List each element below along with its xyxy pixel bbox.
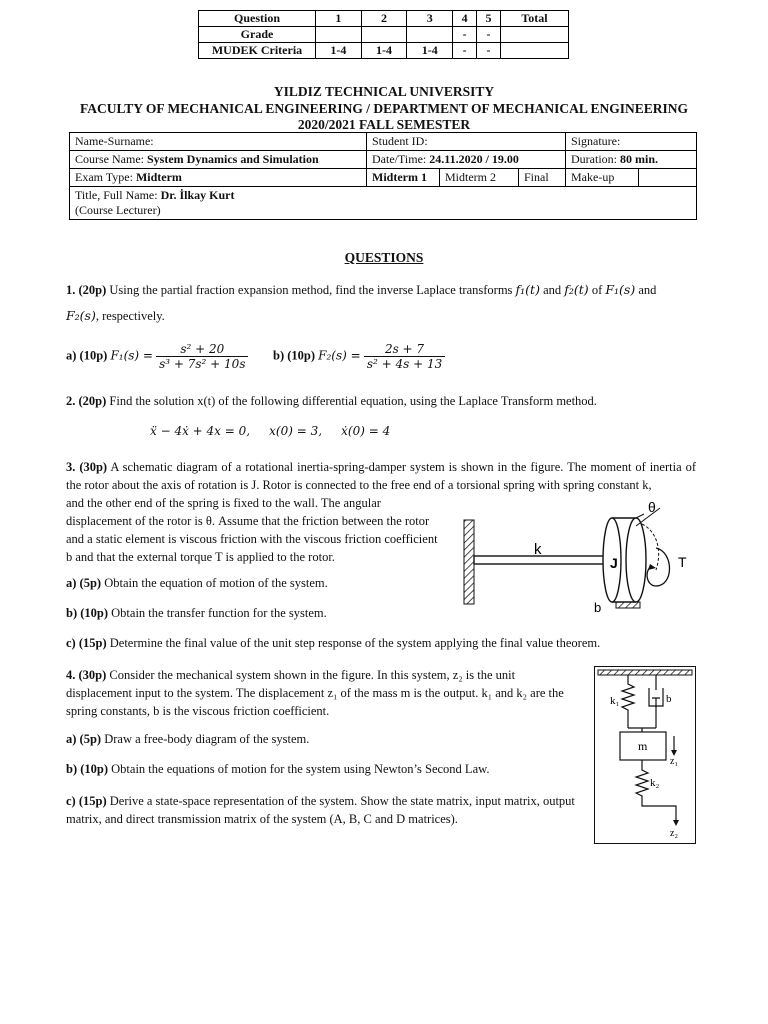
q1-F1s: F₁(s) — [605, 282, 636, 297]
rotor-face — [626, 518, 646, 602]
q1-and2: and — [638, 283, 657, 297]
q4-lead: 4. (30p) — [66, 668, 107, 682]
q4c-lead: c) (15p) — [66, 794, 107, 808]
q3a-lead: a) (5p) — [66, 576, 102, 590]
duration-label: Duration: — [571, 152, 617, 166]
label-z1: z₁ — [670, 756, 678, 767]
grade-table — [198, 10, 569, 59]
datetime-value: 24.11.2020 / 19.00 — [429, 152, 519, 166]
grade-cell — [500, 43, 568, 59]
grade-cell: 1-4 — [361, 43, 407, 59]
question-1 — [66, 281, 696, 325]
q1a-denominator: s³ + 7s² + 10s — [159, 357, 246, 371]
q1-of: of — [591, 283, 603, 297]
semester: 2020/2021 FALL SEMESTER — [297, 117, 471, 132]
q4-part-a — [66, 732, 309, 747]
student-id-label: Student ID: — [372, 134, 428, 148]
q3-part-b — [66, 606, 327, 621]
grade-cell — [500, 27, 568, 43]
label-J: J — [610, 555, 618, 571]
duration-value: 80 min. — [620, 152, 659, 166]
rotor-spring-damper-figure — [460, 490, 700, 620]
q1b-numerator: 2s + 7 — [364, 342, 445, 357]
q1-f1t: f₁(t) — [515, 282, 540, 297]
label-k: k — [534, 541, 542, 558]
q1a-lead: a) (10p) — [66, 348, 108, 363]
label-b: b — [666, 693, 672, 705]
grade-cell: 2 — [361, 11, 407, 27]
label-k1: k₁ — [610, 695, 620, 707]
q1b-denominator: s² + 4s + 13 — [366, 357, 443, 371]
q1b-lhs: F₂(s) = — [318, 348, 361, 363]
q4-part-b — [66, 762, 489, 777]
grade-cell: Total — [500, 11, 568, 27]
damper-base — [616, 602, 640, 608]
exam-info-table — [69, 132, 697, 220]
grade-cell: 1 — [316, 11, 362, 27]
lecturer-name: Dr. İlkay Kurt — [160, 188, 235, 202]
q1-lead: 1. (20p) — [66, 283, 107, 297]
grade-cell: - — [453, 43, 477, 59]
label-b: b — [594, 600, 602, 615]
label-m: m — [638, 739, 648, 753]
ceiling — [598, 670, 692, 675]
grade-cell: MUDEK Criteria — [199, 43, 316, 59]
question-3 — [66, 458, 696, 494]
grade-cell — [361, 27, 407, 43]
q1-f2t: f₂(t) — [564, 282, 589, 297]
q2-lead: 2. (20p) — [66, 394, 107, 408]
grade-cell: 1-4 — [316, 43, 362, 59]
q3-text2: and the other end of the spring is fixed to the wall. The angular displacement of the rotor is θ. Assume that the friction between the rotor and a static element is viscous friction with the viscous friction coefficient b and that the external torque T is applied to the rotor. — [66, 496, 438, 564]
q3c-text: Determine the final value of the unit step response of the system applying the final value theorem. — [109, 636, 601, 650]
torsional-shaft — [474, 556, 610, 564]
q1b-lead: b) (10p) — [273, 348, 316, 363]
exam-type-label: Exam Type: — [75, 170, 133, 184]
q1a-fraction — [156, 342, 248, 371]
datetime-label: Date/Time: — [372, 152, 427, 166]
q1-part-a — [66, 342, 248, 371]
q3-text1: A schematic diagram of a rotational inertia-spring-damper system is shown in the figure. The moment of inertia of the rotor about the axis of rotation is J. Rotor is connected to the free end of a torsional spring with spring constant k, — [66, 460, 696, 492]
course-label: Course Name: — [75, 152, 144, 166]
grade-cell — [407, 27, 453, 43]
torque-arrowhead — [648, 564, 656, 570]
q1b-fraction — [364, 342, 445, 371]
grade-cell — [316, 27, 362, 43]
q4b-lead: b) (10p) — [66, 762, 109, 776]
empty-cell — [639, 169, 697, 187]
q1a-lhs: F₁(s) = — [110, 348, 153, 363]
university-name: YILDIZ TECHNICAL UNIVERSITY — [273, 84, 495, 99]
q3b-lead: b) (10p) — [66, 606, 109, 620]
course-value: System Dynamics and Simulation — [146, 152, 319, 166]
name-surname-field[interactable] — [70, 133, 367, 151]
q2-text: Find the solution x(t) of the following differential equation, using the Laplace Transform method. — [109, 394, 597, 408]
grade-cell: 3 — [407, 11, 453, 27]
q3c-lead: c) (15p) — [66, 636, 107, 650]
option-midterm-2: Midterm 2 — [440, 169, 519, 187]
q3a-text: Obtain the equation of motion of the system. — [104, 576, 328, 590]
q4-part-c — [66, 792, 582, 828]
grade-cell: - — [477, 27, 501, 43]
q4c-text: Derive a state-space representation of the system. Show the state matrix, input matrix, output matrix, and direct transmission matrix of the system (A, B, C and D matrices). — [66, 794, 575, 826]
q2-equation: ẍ − 4ẋ + 4x = 0, x(0) = 3, ẋ(0) = 4 — [150, 424, 391, 438]
questions-title: QUESTIONS — [344, 250, 424, 265]
q4-text: Consider the mechanical system shown in the figure. In this system, z₂ is the unit displacement input to the system. The displacement z₁ of the mass m is the output. k₁ and k₂ are the spring constants, b is the viscous friction coefficient. — [66, 668, 564, 718]
q4b-text: Obtain the equations of motion for the system using Newton’s Second Law. — [111, 762, 490, 776]
lecturer-label: Title, Full Name: — [75, 188, 158, 202]
grade-cell: - — [453, 27, 477, 43]
q1a-numerator: s² + 20 — [156, 342, 248, 357]
name-label: Name-Surname: — [75, 134, 154, 148]
wall — [464, 520, 474, 604]
q3-part-c — [66, 636, 600, 651]
question-2 — [66, 392, 696, 410]
grade-cell: - — [477, 43, 501, 59]
question-4 — [66, 666, 582, 720]
grade-cell: 5 — [477, 11, 501, 27]
mass-spring-damper-figure — [594, 666, 696, 844]
signature-field[interactable] — [566, 133, 697, 151]
option-makeup: Make-up — [566, 169, 639, 187]
faculty-name: FACULTY OF MECHANICAL ENGINEERING / DEPARTMENT OF MECHANICAL ENGINEERING — [79, 101, 689, 116]
q1-part-b — [273, 342, 445, 371]
signature-label: Signature: — [571, 134, 621, 148]
q4a-lead: a) (5p) — [66, 732, 102, 746]
q3-lead: 3. (30p) — [66, 460, 108, 474]
label-T: T — [678, 554, 687, 570]
option-midterm-1: Midterm 1 — [372, 170, 427, 184]
option-final: Final — [519, 169, 566, 187]
q1-F2s: F₂(s) — [66, 308, 96, 323]
q3b-text: Obtain the transfer function for the system. — [111, 606, 327, 620]
lecturer-role: (Course Lecturer) — [75, 203, 161, 217]
student-id-field[interactable] — [367, 133, 566, 151]
label-k2: k₂ — [650, 777, 660, 789]
label-z2: z₂ — [670, 828, 678, 839]
grade-table-header-row — [199, 11, 569, 27]
label-theta: θ — [648, 499, 656, 515]
q4a-text: Draw a free-body diagram of the system. — [104, 732, 310, 746]
q1-and1: and — [543, 283, 562, 297]
q1-respectively: , respectively. — [95, 309, 165, 323]
grade-cell: 1-4 — [407, 43, 453, 59]
exam-type-value: Midterm — [135, 170, 182, 184]
q1-text: Using the partial fraction expansion method, find the inverse Laplace transforms — [109, 283, 513, 297]
grade-table-grade-row — [199, 27, 569, 43]
grade-table-mudek-row — [199, 43, 569, 59]
grade-cell: Question — [199, 11, 316, 27]
q3-part-a — [66, 576, 328, 591]
grade-cell: Grade — [199, 27, 316, 43]
grade-cell: 4 — [453, 11, 477, 27]
